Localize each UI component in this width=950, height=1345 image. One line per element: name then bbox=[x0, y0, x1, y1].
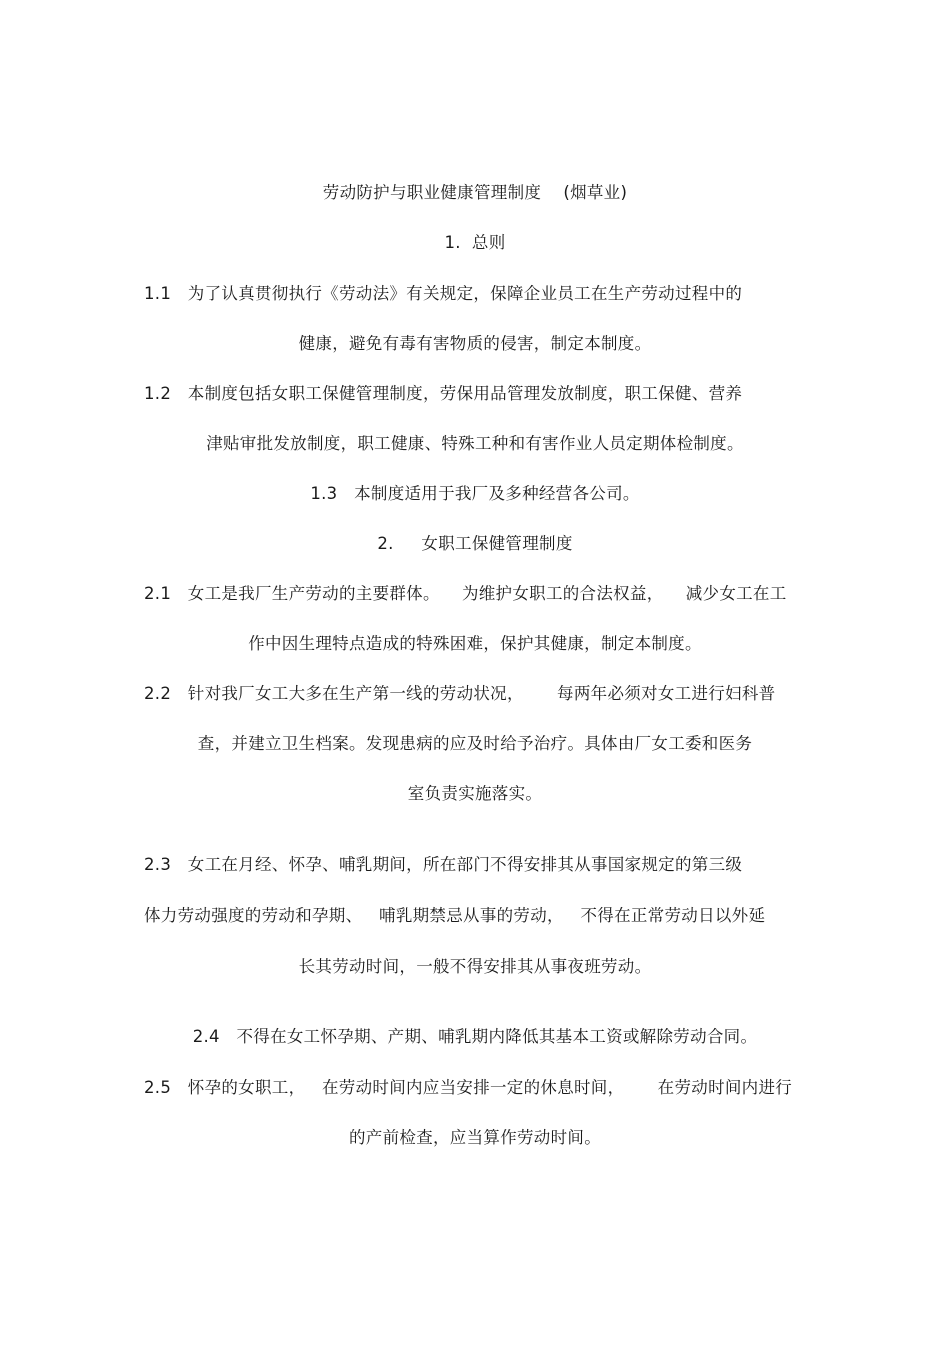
clause-2-2-line-1: 2.2 针对我厂女工大多在生产第一线的劳动状况， 每两年必须对女工进行妇科普 bbox=[144, 684, 776, 703]
clause-1-1-line-1: 1.1 为了认真贯彻执行《劳动法》有关规定，保障企业员工在生产劳动过程中的 bbox=[144, 284, 743, 303]
clause-2-3-line-2: 体力劳动强度的劳动和孕期、 哺乳期禁忌从事的劳动， 不得在正常劳动日以外延 bbox=[144, 906, 766, 925]
clause-2-3-line-3: 长其劳动时间，一般不得安排其从事夜班劳动。 bbox=[298, 957, 652, 976]
clause-2-1-line-1: 2.1 女工是我厂生产劳动的主要群体。 为维护女职工的合法权益， 减少女工在工 bbox=[144, 584, 787, 603]
clause-2-4: 2.4 不得在女工怀孕期、产期、哺乳期内降低其基本工资或解除劳动合同。 bbox=[192, 1027, 758, 1046]
clause-2-2-line-2: 查，并建立卫生档案。发现患病的应及时给予治疗。具体由厂女工委和医务 bbox=[197, 734, 753, 753]
clause-2-1-line-2: 作中因生理特点造成的特殊困难，保护其健康，制定本制度。 bbox=[248, 634, 702, 653]
clause-2-3-line-1: 2.3 女工在月经、怀孕、哺乳期间，所在部门不得安排其从事国家规定的第三级 bbox=[144, 855, 743, 874]
clause-1-2-line-1: 1.2 本制度包括女职工保健管理制度，劳保用品管理发放制度，职工保健、营养 bbox=[144, 384, 743, 403]
clause-1-1-line-2: 健康，避免有毒有害物质的侵害，制定本制度。 bbox=[298, 334, 652, 353]
section-heading-2: 2. 女职工保健管理制度 bbox=[377, 534, 573, 553]
document-title: 劳动防护与职业健康管理制度 (烟草业) bbox=[322, 183, 628, 202]
clause-2-5-line-2: 的产前检查，应当算作劳动时间。 bbox=[349, 1128, 601, 1147]
clause-1-2-line-2: 津贴审批发放制度，职工健康、特殊工种和有害作业人员定期体检制度。 bbox=[206, 434, 744, 453]
clause-2-2-line-3: 室负责实施落实。 bbox=[407, 784, 543, 803]
clause-1-3: 1.3 本制度适用于我厂及多种经营各公司。 bbox=[310, 484, 640, 503]
section-heading-1: 1. 总则 bbox=[444, 233, 506, 252]
clause-2-5-line-1: 2.5 怀孕的女职工， 在劳动时间内应当安排一定的休息时间， 在劳动时间内进行 bbox=[144, 1078, 793, 1097]
